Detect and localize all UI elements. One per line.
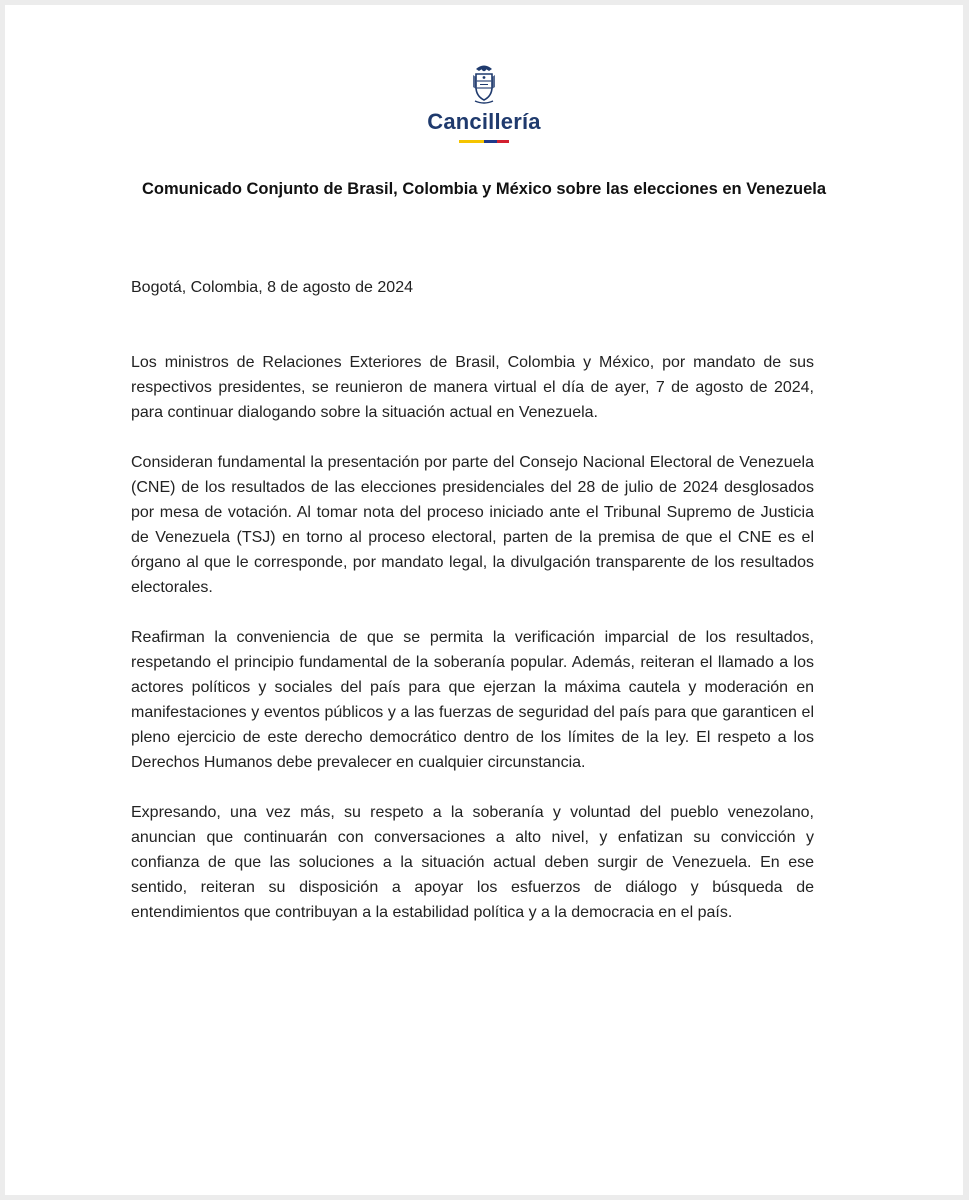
coat-of-arms-icon bbox=[470, 63, 498, 105]
flag-red-stripe bbox=[497, 140, 510, 143]
paragraph-1: Los ministros de Relaciones Exteriores de Brasil, Colombia y México, por mandato de sus respectivos presidentes, se reunieron de manera virtual el día de ayer, 7 de agosto de 2024, para continuar dialogando sobre la situación actual en Venezuela. bbox=[131, 354, 814, 421]
brand-name: Cancillería bbox=[427, 109, 541, 134]
flag-blue-stripe bbox=[484, 140, 497, 143]
flag-yellow-stripe bbox=[459, 140, 484, 143]
flag-color-bar bbox=[459, 140, 509, 143]
place-date: Bogotá, Colombia, 8 de agosto de 2024 bbox=[131, 279, 413, 296]
document-body bbox=[131, 275, 814, 950]
document-title: Comunicado Conjunto de Brasil, Colombia y México sobre las elecciones en Venezuela bbox=[141, 180, 827, 198]
paragraph-2: Consideran fundamental la presentación por parte del Consejo Nacional Electoral de Venezuela (CNE) de los resultados de las elecciones presidenciales del 28 de julio de 2024 desglosados por mesa de votación. Al tomar nota del proceso iniciado ante el Tribunal Supremo de Justicia de Venezuela (TSJ) en torno al proceso electoral, parten de la premisa de que el CNE es el órgano al que le corresponde, por mandato legal, la divulgación transparente de los resultados electorales. bbox=[131, 454, 814, 596]
paragraph-4: Expresando, una vez más, su respeto a la soberanía y voluntad del pueblo venezolano, anuncian que continuarán con conversaciones a alto nivel, y enfatizan su convicción y confianza de que las soluciones a la situación actual deben surgir de Venezuela. En ese sentido, reiteran su disposición a apoyar los esfuerzos de diálogo y búsqueda de entendimientos que contribuyan a la estabilidad política y a la democracia en el país. bbox=[131, 804, 814, 921]
paragraph-3: Reafirman la conveniencia de que se permita la verificación imparcial de los resultados, respetando el principio fundamental de la soberanía popular. Además, reiteran el llamado a los actores políticos y sociales del país para que ejerzan la máxima cautela y moderación en manifestaciones y eventos públicos y a las fuerzas de seguridad del país para que garanticen el pleno ejercicio de este derecho democrático dentro de los límites de la ley. El respeto a los Derechos Humanos debe prevalecer en cualquier circunstancia. bbox=[131, 629, 814, 771]
cancilleria-logo bbox=[5, 63, 963, 143]
document-page bbox=[5, 5, 963, 1195]
